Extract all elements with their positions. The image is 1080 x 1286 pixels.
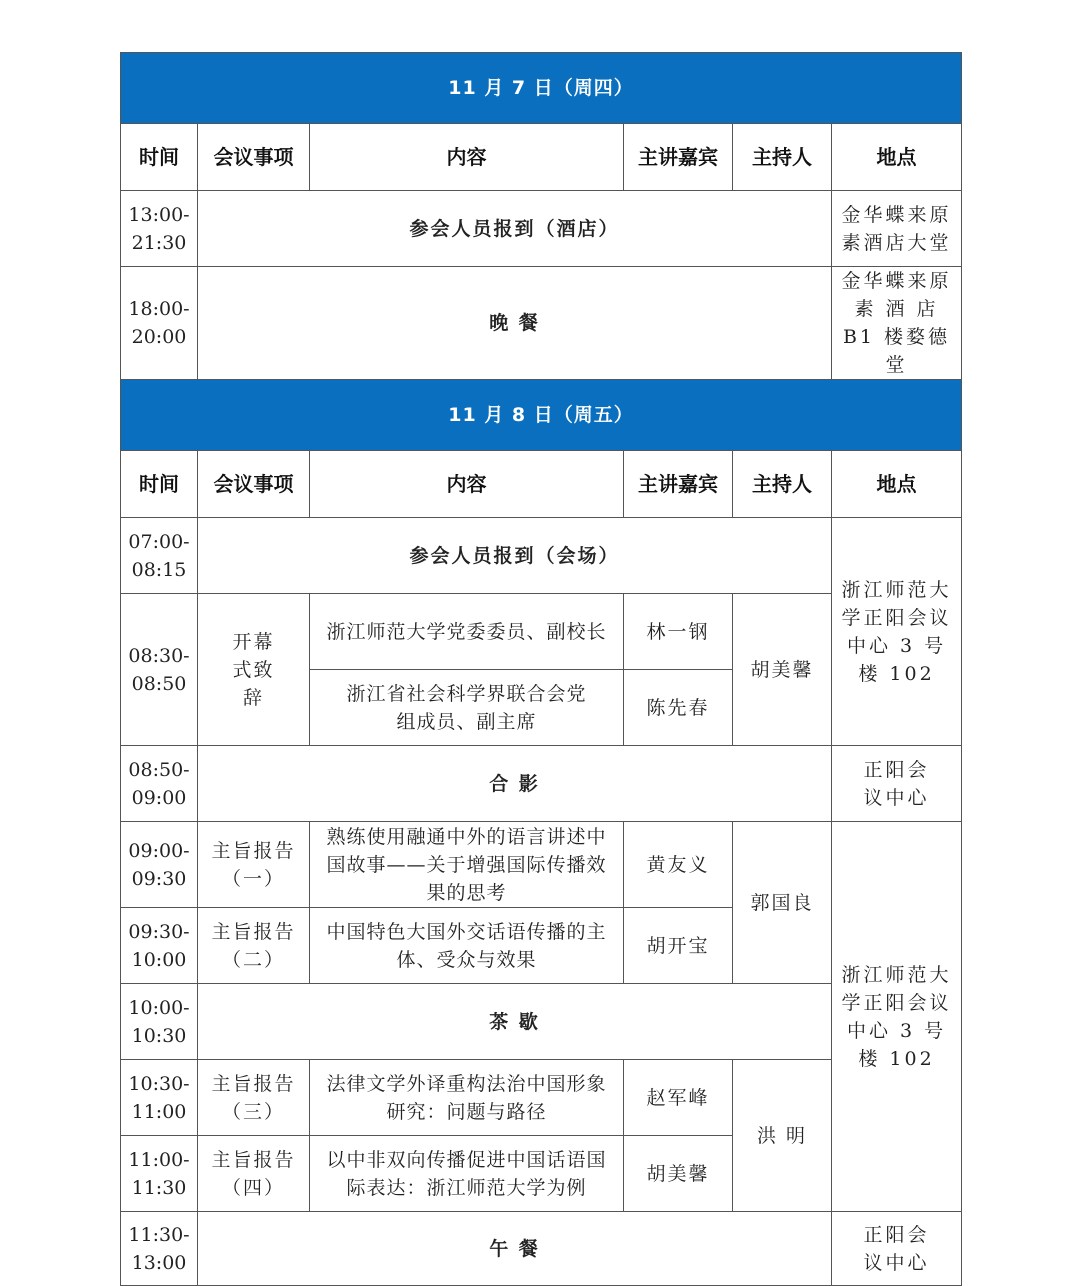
host-cell: 郭国良: [733, 822, 832, 984]
time-cell: [121, 822, 198, 908]
time-start: 18:00-: [128, 298, 190, 320]
header-time: 时间: [121, 451, 198, 518]
time-cell: [121, 1136, 198, 1212]
time-start: 09:30-: [128, 920, 190, 943]
day-banner: [121, 53, 962, 124]
location-cell: 金华蝶来原素 酒 店 B1 楼婺德堂: [832, 267, 962, 380]
table-row: [121, 518, 962, 594]
time-cell: [121, 518, 198, 594]
time-cell: [121, 594, 198, 746]
table-row: [121, 822, 962, 908]
time-end: 21:30: [131, 231, 187, 254]
location-cell: 浙江师范大学正阳会议中心 3 号楼 102: [832, 822, 962, 1212]
speaker-cell: 黄友义: [624, 822, 733, 908]
header-row: [121, 124, 962, 191]
time-start: 09:00-: [128, 839, 190, 862]
day-banner: [121, 380, 962, 451]
time-end: 11:00: [131, 1100, 187, 1123]
time-cell: [121, 267, 198, 380]
item-cell: 主旨报告（三）: [198, 1060, 310, 1136]
time-end: 20:00: [131, 326, 187, 348]
conference-schedule-table: [120, 52, 962, 1286]
content-cell: 浙江师范大学党委委员、副校长: [310, 594, 624, 670]
content-cell: 合 影: [198, 746, 832, 822]
header-speaker: 主讲嘉宾: [624, 124, 733, 191]
content-cell: 参会人员报到（会场）: [198, 518, 832, 594]
header-content: 内容: [310, 451, 624, 518]
time-cell: [121, 1212, 198, 1286]
table-row: [121, 191, 962, 267]
content-cell: 浙江省社会科学界联合会党组成员、副主席: [310, 670, 624, 746]
time-cell: [121, 908, 198, 984]
time-end: 09:00: [131, 786, 187, 809]
header-location: 地点: [832, 124, 962, 191]
time-cell: [121, 191, 198, 267]
content-cell: 晚 餐: [198, 267, 832, 380]
header-location: 地点: [832, 451, 962, 518]
header-time: 时间: [121, 124, 198, 191]
location-cell: 正阳会议中心: [832, 746, 962, 822]
location-cell: 正阳会议中心: [832, 1212, 962, 1286]
time-end: 11:30: [131, 1176, 187, 1199]
speaker-cell: 林一钢: [624, 594, 733, 670]
table-row: [121, 1212, 962, 1286]
time-end: 08:50: [131, 672, 187, 695]
time-start: 07:00-: [128, 530, 190, 553]
item-cell: 主旨报告（一）: [198, 822, 310, 908]
host-cell: 胡美馨: [733, 594, 832, 746]
header-row: [121, 451, 962, 518]
time-cell: [121, 984, 198, 1060]
time-cell: [121, 1060, 198, 1136]
day1-title: 11 月 7 日（周四）: [121, 53, 962, 124]
table-row: [121, 746, 962, 822]
item-cell: 开幕式致辞: [198, 594, 310, 746]
host-cell: 洪 明: [733, 1060, 832, 1212]
content-cell: 午 餐: [198, 1212, 832, 1286]
time-start: 08:50-: [128, 758, 190, 781]
header-host: 主持人: [733, 124, 832, 191]
time-end: 08:15: [131, 558, 187, 581]
time-end: 13:00: [131, 1251, 187, 1274]
time-start: 10:00-: [128, 996, 190, 1019]
time-start: 11:00-: [128, 1148, 190, 1171]
time-start: 08:30-: [128, 644, 190, 667]
content-cell: 法律文学外译重构法治中国形象研究：问题与路径: [310, 1060, 624, 1136]
time-start: 13:00-: [128, 203, 190, 226]
header-item: 会议事项: [198, 451, 310, 518]
day2-title: 11 月 8 日（周五）: [121, 380, 962, 451]
content-cell: 中国特色大国外交话语传播的主体、受众与效果: [310, 908, 624, 984]
time-start: 10:30-: [128, 1072, 190, 1095]
header-content: 内容: [310, 124, 624, 191]
speaker-cell: 胡开宝: [624, 908, 733, 984]
header-item: 会议事项: [198, 124, 310, 191]
table-row: [121, 267, 962, 380]
time-end: 10:00: [131, 948, 187, 971]
content-cell: 茶 歇: [198, 984, 832, 1060]
item-cell: 主旨报告（二）: [198, 908, 310, 984]
item-cell: 主旨报告（四）: [198, 1136, 310, 1212]
speaker-cell: 胡美馨: [624, 1136, 733, 1212]
content-cell: 熟练使用融通中外的语言讲述中国故事——关于增强国际传播效果的思考: [310, 822, 624, 908]
header-host: 主持人: [733, 451, 832, 518]
time-start: 11:30-: [128, 1223, 190, 1246]
time-cell: [121, 746, 198, 822]
header-speaker: 主讲嘉宾: [624, 451, 733, 518]
location-cell: 金华蝶来原素酒店大堂: [832, 191, 962, 267]
content-cell: 参会人员报到（酒店）: [198, 191, 832, 267]
speaker-cell: 赵军峰: [624, 1060, 733, 1136]
content-cell: 以中非双向传播促进中国话语国际表达：浙江师范大学为例: [310, 1136, 624, 1212]
location-cell: 浙江师范大学正阳会议中心 3 号楼 102: [832, 518, 962, 746]
time-end: 09:30: [131, 867, 187, 890]
speaker-cell: 陈先春: [624, 670, 733, 746]
time-end: 10:30: [131, 1024, 187, 1047]
